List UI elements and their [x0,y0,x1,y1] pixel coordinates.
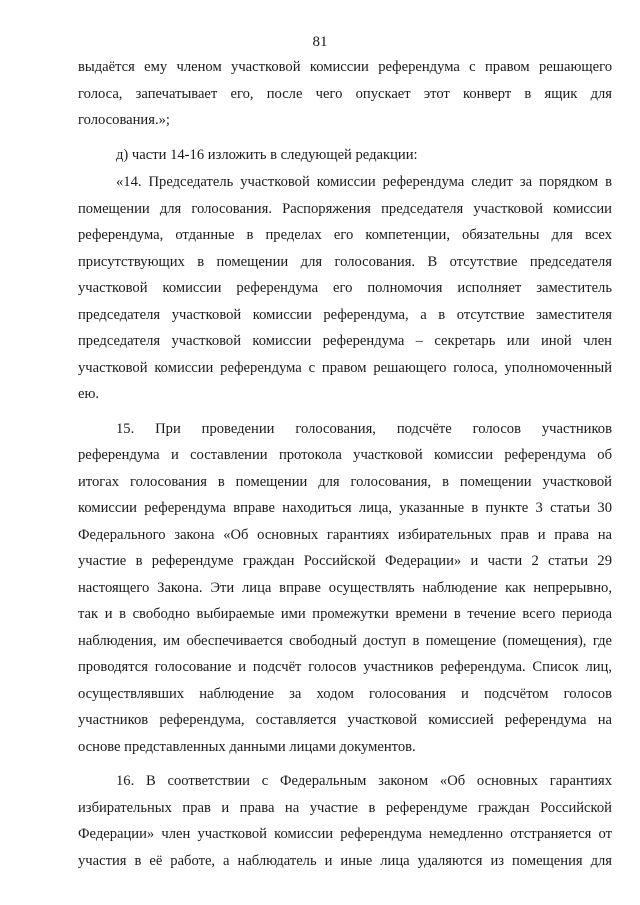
text-line: референдума, отданные в пределах его компетенции, обязательны для всех [78,227,612,243]
text-line: комиссии референдума вправе находиться лица, указанные в пункте 3 статьи 30 [78,500,612,516]
text-line: избирательных прав и права на участие в референдуме граждан Российской [78,799,612,816]
text-line: помещении для голосования. Распоряжения председателя участковой комиссии [78,200,612,217]
text-line: голосования.»; [78,112,170,128]
text-line: председателя участковой комиссии референдума, а в отсутствие заместителя [78,306,612,323]
paragraph-part-14 [78,169,612,408]
paragraph-continuation [78,54,612,134]
text-line: 15. При проведении голосования, подсчёте голосов участников [116,420,612,437]
paragraph-part-15 [78,416,612,761]
text-line: так и в свободно выбираемые ими промежутки времени в течение всего периода [78,606,612,622]
paragraph-point-d [78,142,612,169]
text-line: проводятся голосование и подсчёт голосов участников референдума. Список лиц, [78,659,612,675]
text-line: участников референдума, составляется участковой комиссией референдума на [78,712,612,728]
text-line: осуществлявших наблюдение за ходом голосования и подсчётом голосов [78,685,612,702]
text-line: референдума и составлении протокола участковой комиссии референдума об [78,447,612,463]
text-line: участия в её работе, а наблюдатель и иные лица удаляются из помещения для [78,852,612,869]
text-line: «14. Председатель участковой комиссии референдума следит за порядком в [116,174,612,190]
text-line: ею. [78,386,100,402]
text-line: выдаётся ему членом участковой комиссии референдума с правом решающего [78,59,612,75]
text-line: участковой комиссии референдума его полномочия исполняет заместитель [78,280,612,296]
text-line: участие в референдуме граждан Российской Федерации» и части 2 статьи 29 [78,553,612,569]
text-line: участковой комиссии референдума с правом решающего голоса, уполномоченный [78,359,612,376]
page-number: 81 [312,34,328,50]
text-line: Федерального закона «Об основных гарантиях избирательных прав и права на [78,526,612,543]
text-line: итогах голосования в помещении для голосования, в помещении участковой [78,473,612,490]
paragraph-part-16 [78,768,612,874]
text-line: присутствующих в помещении для голосования. В отсутствие председателя [78,253,612,270]
document-body [78,54,612,874]
text-line: д) части 14-16 изложить в следующей редакции: [116,146,418,163]
text-line: основе представленных данными лицами документов. [78,738,416,755]
text-line: председателя участковой комиссии референдума – секретарь или иной член [78,333,612,349]
text-line: наблюдения, им обеспечивается свободный доступ в помещение (помещения), где [78,632,612,649]
text-line: 16. В соответствии с Федеральным законом «Об основных гарантиях [116,773,612,789]
text-line: голоса, запечатывает его, после чего опускает этот конверт в ящик для [78,85,612,102]
text-line: Федерации» член участковой комиссии референдума немедленно отстраняется от [78,826,612,842]
text-line: настоящего Закона. Эти лица вправе осуществлять наблюдение как непрерывно, [78,579,612,596]
